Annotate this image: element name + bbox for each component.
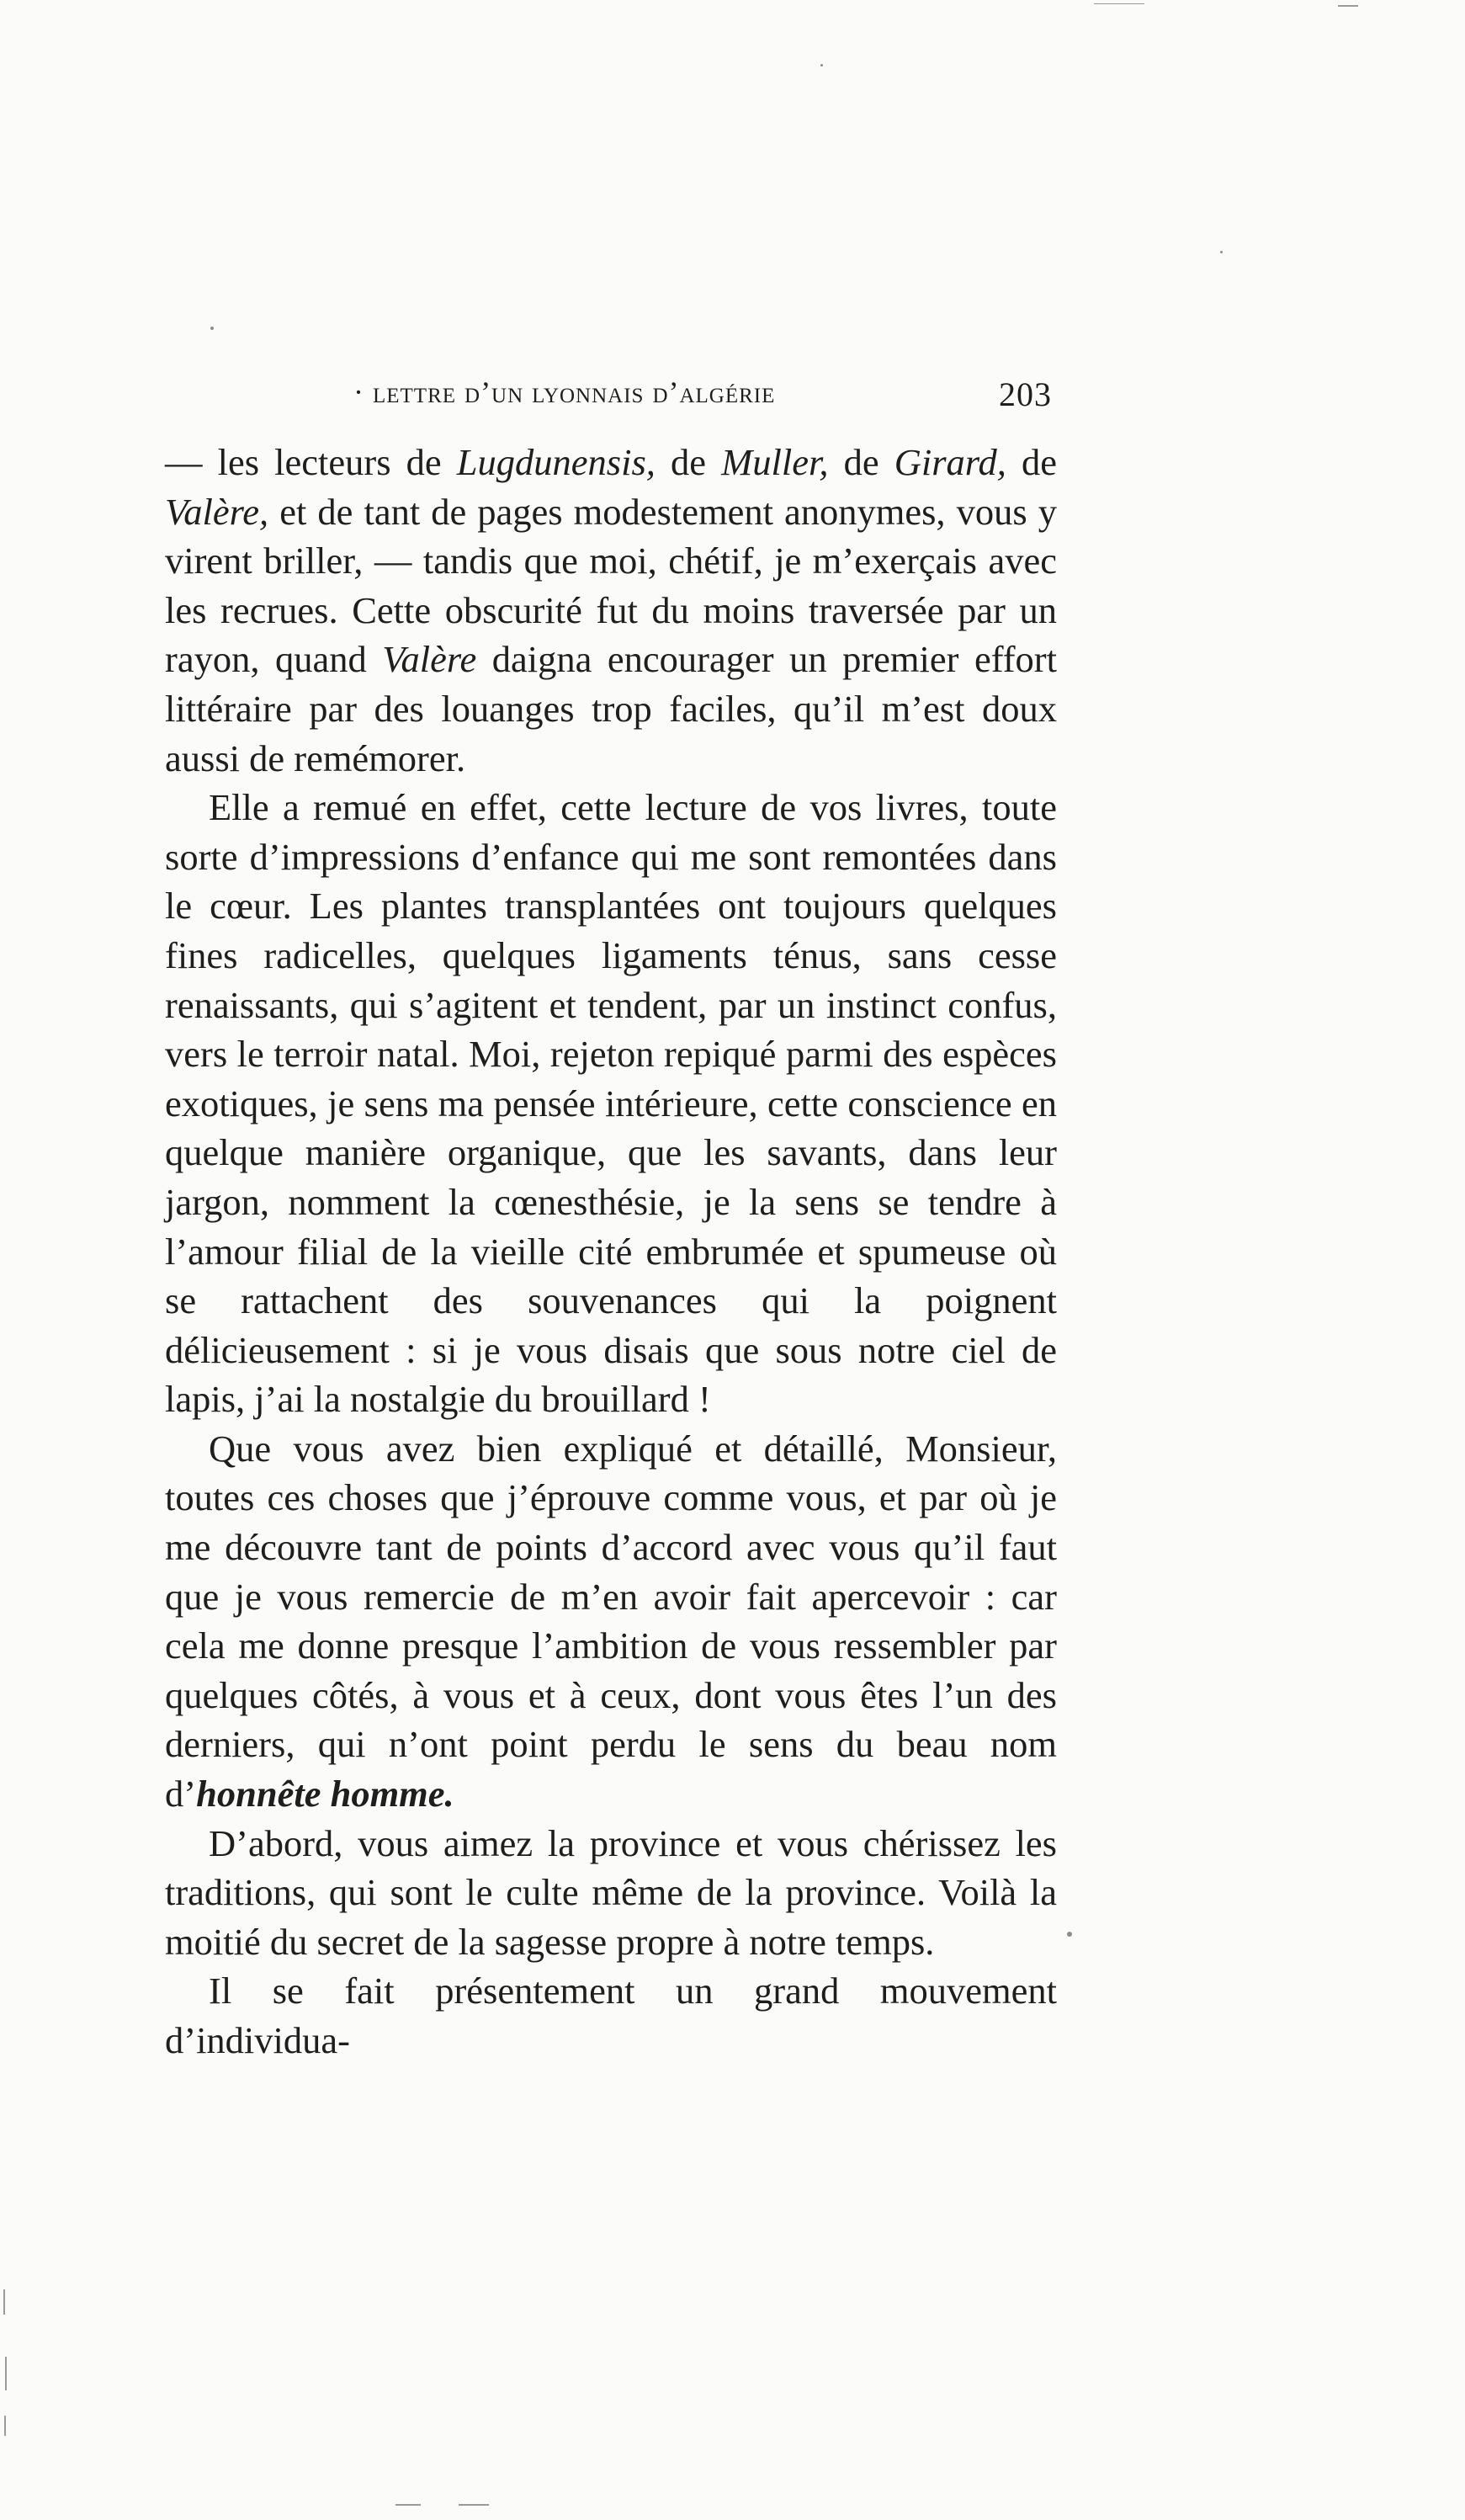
text-segment: daigna encourager un premier effort littéraire par des louanges trop faciles, qu’il m’est doux aussi de remémorer. [165,638,1057,779]
text-segment: de [1006,441,1057,483]
text-segment: — les lecteurs de [165,441,457,483]
italic-name-muller: Muller, [721,441,829,483]
paragraph-5 [165,1966,1057,2065]
paragraph-1 [165,438,1057,783]
scan-edge-mark [5,2357,7,2390]
paragraph-4 [165,1819,1057,1967]
text-segment: Que vous avez bien expliqué et détaillé, Monsieur, toutes ces choses que j’éprouve comme vous, et par où je me découvre tant de points d’accord avec vous qu’il faut que je vous remercie de m’en avoir fait apercevoir : car cela me donne presque l’ambition de vous ressembler par quelques côtés, à vous et à ceux, dont vous êtes l’un des derniers, qui n’ont point perdu le sens du beau nom d’ [165,1427,1057,1816]
scan-speck [820,64,823,66]
scan-edge-mark [1094,3,1144,4]
text-segment: de [655,441,722,483]
running-title: · lettre d’un lyonnais d’algérie [353,375,776,409]
italic-name-valere: Valère, [165,490,269,533]
scan-speck [1220,251,1223,253]
italic-phrase-honnete-homme: honnête homme. [196,1773,454,1816]
scan-edge-mark [3,2289,5,2315]
body-text [165,438,1057,2065]
text-segment: de [828,441,894,483]
text-segment: Elle a remué en effet, cette lecture de vos livres, toute sorte d’impressions d’enfance qui me sont remontées dans le cœur. Les plantes transplantées ont toujours quelques fines radicelles, quelques ligaments ténus, sans cesse renaissants, qui s’agitent et tendent, par un instinct confus, vers le terroir natal. Moi, rejeton repiqué parmi des espèces exotiques, je sens ma pensée intérieure, cette conscience en quelque manière organique, que les savants, dans leur jargon, nomment la cœnesthésie, je la sens se tendre à l’amour filial de la vieille cité embrumée et spumeuse où se rattachent des souvenances qui la poignent délicieusement : si je vous disais que sous notre ciel de lapis, j’ai la nostalgie du brouillard ! [165,786,1057,1421]
italic-name-valere-2: Valère [382,638,477,681]
page-number: 203 [999,375,1052,413]
paragraph-3 [165,1424,1057,1819]
scan-edge-mark [4,2416,6,2436]
text-segment: et de tant de pages modestement anonymes, vous y virent briller, — tandis que moi, chétif, je m’exerçais avec les recrues. Cette obscurité fut du moins traversée par un rayon, quand [165,490,1057,681]
italic-name-girard: Girard, [894,441,1006,483]
scan-speck [210,327,214,330]
text-segment: Il se fait présentement un grand mouvement d’individua- [165,1970,1057,2061]
text-segment: D’abord, vous aimez la province et vous chérissez les traditions, qui sont le culte même de la province. Voilà la moitié du secret de la sagesse propre à notre temps. [165,1821,1057,1963]
scan-edge-mark [459,2504,489,2506]
italic-name-lugdunensis: Lugdunensis, [456,441,656,483]
scan-edge-mark [395,2504,421,2506]
paragraph-2 [165,783,1057,1424]
running-head [345,375,1052,417]
scan-edge-mark [1338,5,1358,7]
scan-speck [1067,1932,1072,1937]
